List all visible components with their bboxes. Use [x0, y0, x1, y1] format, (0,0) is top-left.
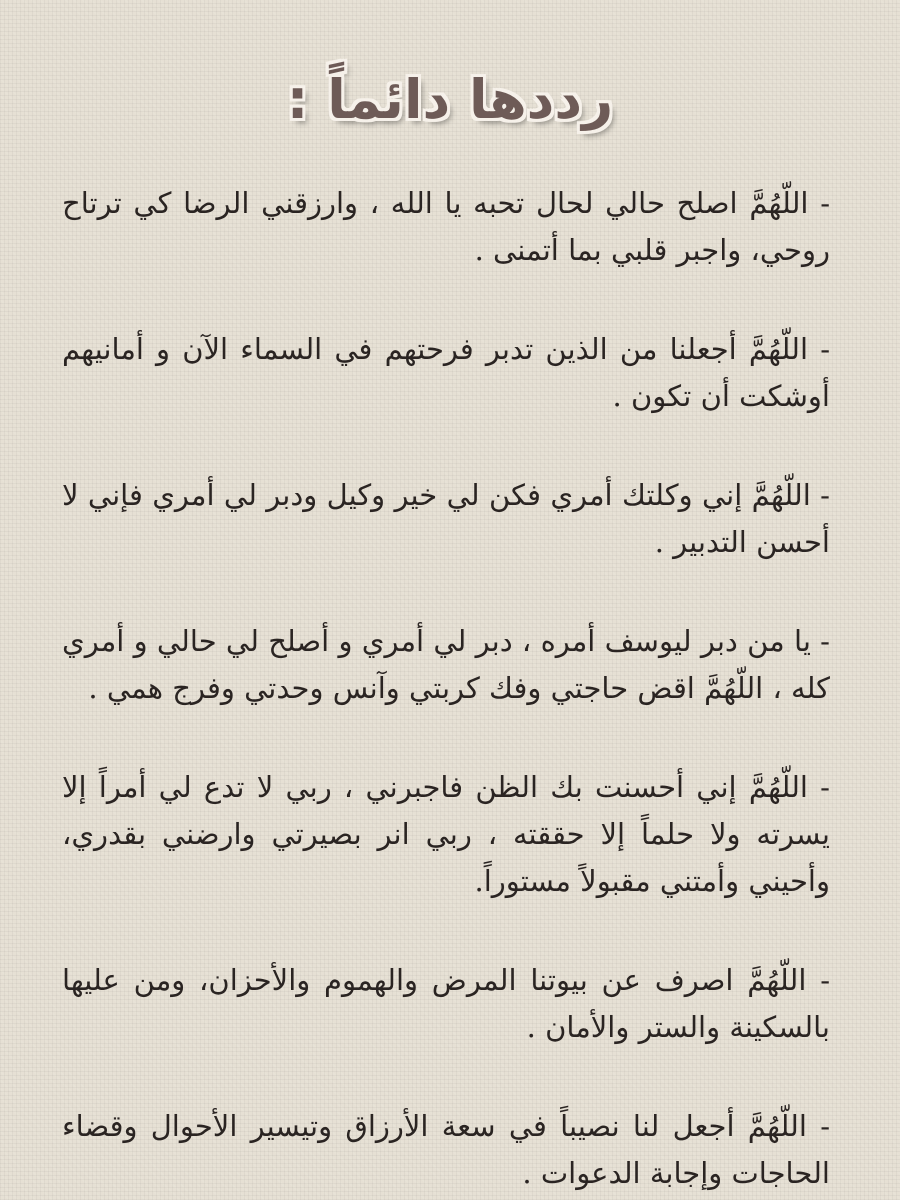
page-title: رددها دائماً : — [286, 68, 614, 131]
prayer-item: - اللّهُمَّ إني وكلتك أمري فكن لي خير وكيل ودبر لي أمري فإني لا أحسن التدبير . — [62, 478, 830, 559]
prayer-list — [62, 180, 830, 1197]
prayer-item: - اللّهُمَّ اصرف عن بيوتنا المرض والهموم والأحزان، ومن عليها بالسكينة والستر والأمان . — [62, 963, 830, 1044]
prayer-item: - اللّهُمَّ اصلح حالي لحال تحبه يا الله ، وارزقني الرضا كي ترتاح روحي، واجبر قلبي بما أتمنى . — [62, 186, 830, 267]
prayer-item: - اللّهُمَّ إني أحسنت بك الظن فاجبرني ، ربي لا تدع لي أمراً إلا يسرته ولا حلماً إلا حققته ، ربي انر بصيرتي وارضني بقدري، وأحيني وأمتني مقبولاً مستوراً. — [62, 770, 830, 898]
prayer-item: - اللّهُمَّ أجعلنا من الذين تدبر فرحتهم في السماء الآن و أمانيهم أوشكت أن تكون . — [62, 332, 830, 413]
prayer-item: - اللّهُمَّ أجعل لنا نصيباً في سعة الأرزاق وتيسير الأحوال وقضاء الحاجات وإجابة الدعوات . — [62, 1109, 830, 1190]
prayer-item: - يا من دبر ليوسف أمره ، دبر لي أمري و أصلح لي حالي و أمري كله ، اللّهُمَّ اقض حاجتي وفك كربتي وآنس وحدتي وفرج همي . — [62, 624, 830, 705]
